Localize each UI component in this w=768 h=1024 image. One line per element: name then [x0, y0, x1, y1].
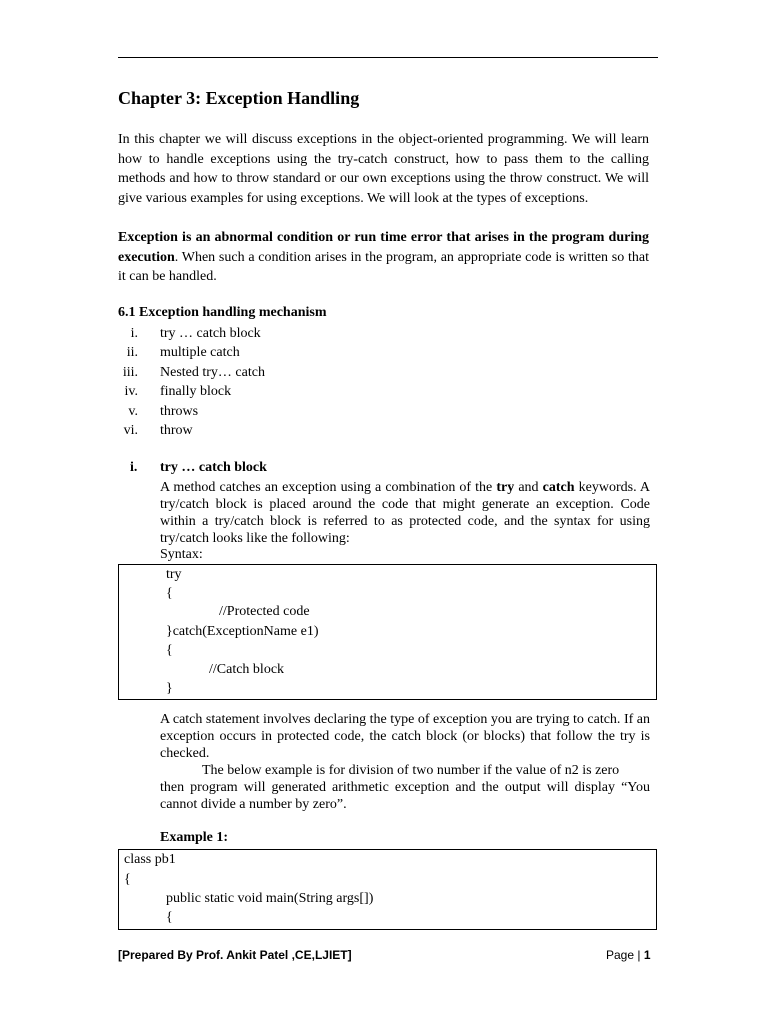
code-line: {: [166, 643, 173, 658]
para-text: and: [514, 480, 543, 495]
list-item-label: finally block: [160, 384, 232, 400]
list-item-number: vi.: [123, 422, 138, 438]
subsection-number: i.: [130, 460, 138, 475]
para-first-line: The below example is for division of two number if the value of n2 is zero: [202, 763, 620, 778]
list-item-label: throw: [160, 422, 193, 438]
list-item: [118, 324, 261, 343]
syntax-code-box: [118, 564, 657, 700]
para-text: then program will generated arithmetic exception and the output will display “You cannot divide a number by zero”.: [160, 780, 650, 812]
list-item-number: iv.: [124, 384, 138, 400]
keyword-catch: catch: [542, 480, 575, 495]
code-line: //Protected code: [219, 604, 310, 619]
header-rule: [118, 57, 658, 58]
definition-text: . When such a condition arises in the program, an appropriate code is written so that it can be handled.: [118, 249, 649, 284]
list-item-label: throws: [160, 403, 199, 419]
code-line: try: [166, 567, 182, 582]
code-line: public static void main(String args[]): [166, 891, 374, 906]
list-item: [118, 343, 240, 362]
definition-bold-text: Exception is an abnormal condition or run time error that arises in the program during execution: [118, 230, 649, 265]
section-heading: 6.1 Exception handling mechanism: [118, 305, 327, 320]
page-label: Page |: [606, 948, 644, 962]
code-line: {: [166, 910, 173, 925]
code-line: }catch(ExceptionName e1): [166, 624, 319, 639]
list-item: [118, 382, 232, 401]
example-code-box: [118, 849, 657, 930]
code-line: {: [124, 872, 131, 887]
try-catch-paragraph: [160, 479, 650, 547]
code-line: {: [166, 586, 173, 601]
example-title: Example 1:: [160, 830, 229, 845]
list-item-number: iii.: [122, 364, 138, 380]
list-item: [118, 363, 265, 382]
page-number-value: 1: [643, 948, 651, 962]
subsection-title: try … catch block: [160, 460, 267, 475]
chapter-title: Chapter 3: Exception Handling: [118, 88, 360, 108]
list-item-label: try … catch block: [160, 326, 261, 341]
code-line: }: [166, 681, 173, 696]
para-text: keywords. A try/catch block is placed around the code that might generate an exception. Code within a try/catch block is referred to as protected code, and the syntax for using try/catch looks like the following:: [160, 480, 650, 546]
page-number: [606, 948, 651, 962]
list-item: [118, 421, 193, 440]
code-line: //Catch block: [209, 662, 285, 677]
list-item-number: v.: [128, 403, 138, 419]
list-item-number: ii.: [126, 345, 138, 361]
example-description-paragraph: [160, 762, 650, 813]
list-item-label: multiple catch: [160, 345, 240, 361]
list-item: [118, 402, 199, 421]
list-item-number: i.: [130, 326, 138, 341]
syntax-label: Syntax:: [160, 547, 203, 562]
definition-paragraph: [118, 228, 649, 287]
keyword-try: try: [496, 480, 515, 495]
list-item-label: Nested try… catch: [160, 364, 265, 380]
code-line: class pb1: [124, 852, 176, 867]
para-text: A method catches an exception using a combination of the: [160, 480, 497, 495]
catch-statement-paragraph: A catch statement involves declaring the type of exception you are trying to catch. If an exception occurs in protected code, the catch block (or blocks) that follow the try is checked.: [160, 712, 650, 761]
intro-paragraph: In this chapter we will discuss exceptions in the object-oriented programming. We will learn how to handle exceptions using the try-catch construct, how to pass them to the calling methods and how to throw standard or our own exceptions using the throw construct. We will give various examples for using exceptions. We will look at the types of exceptions.: [118, 132, 649, 206]
mechanism-list: [118, 324, 265, 440]
footer-author: [Prepared By Prof. Ankit Patel ,CE,LJIET]: [118, 948, 352, 962]
